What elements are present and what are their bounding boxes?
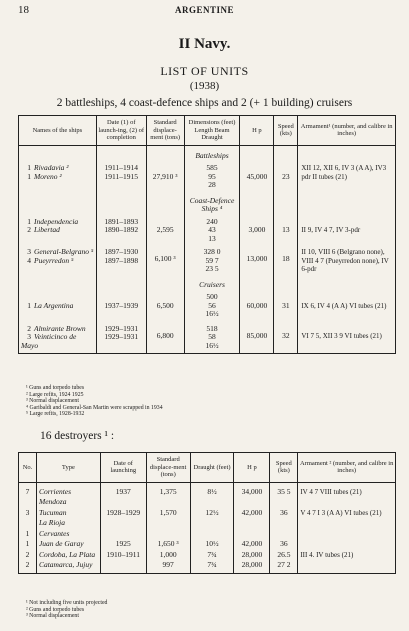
ship-entry: 3 Veinticinco de Mayo	[21, 332, 77, 350]
displacement	[146, 518, 190, 529]
armament: III 4. IV tubes (21)	[298, 550, 396, 561]
col-header-date: Date (1) of launch-ing, (2) of completion	[96, 116, 146, 146]
dim-draught: 16½	[205, 340, 219, 350]
dest-number: 1	[19, 539, 37, 550]
table-row	[19, 518, 396, 529]
launch-date: 1910–1911	[100, 550, 146, 561]
displacement	[146, 529, 190, 540]
speed: 23	[274, 163, 298, 191]
horsepower: 34,000	[234, 482, 270, 497]
ship-entry: 1 Rivadavia ²	[27, 163, 69, 172]
launch-date: 1911–1914	[104, 163, 138, 172]
destroyers-table	[18, 452, 396, 574]
launch-date: 1897–1930	[104, 247, 139, 256]
table-row	[19, 320, 396, 354]
col-header-armament: Armament¹ (number, and calibre in inches)	[298, 116, 396, 146]
dim-length: 500	[206, 292, 218, 301]
page-number: 18	[18, 4, 29, 16]
footnote: ² Large refits, 1924 1925	[26, 391, 84, 398]
footnote: ¹ Not including five units projected	[26, 600, 108, 606]
col-header-displacement: Standard displace-ment (tons)	[146, 116, 184, 146]
launch-date: 1925	[100, 539, 146, 550]
armament: II 9, IV 4 7, IV 3-pdr	[298, 217, 396, 245]
horsepower: 42,000	[234, 508, 270, 519]
dest-type: Juan de Garay	[36, 539, 100, 550]
launch-date	[100, 518, 146, 529]
speed: 35 5	[270, 482, 298, 497]
horsepower: 85,000	[240, 320, 274, 354]
table-row	[19, 482, 396, 497]
speed: 36	[270, 508, 298, 519]
col-header-armament: Armament ² (number, and calibre in inches)	[298, 453, 396, 483]
horsepower: 28,000	[234, 560, 270, 573]
table-row	[19, 550, 396, 561]
col-header-hp: H p	[234, 453, 270, 483]
ship-entry: 2 Almirante Brown	[27, 323, 86, 333]
draught	[190, 518, 234, 529]
armament: II 10, VIII 6 (Belgrano none), VIII 4 7 (Pueyrredon none), IV 6-pdr	[298, 244, 396, 275]
table-row	[19, 217, 396, 245]
dim-length: 240	[206, 216, 218, 226]
dim-length: 585	[206, 163, 218, 172]
footnote: ² Guns and torpedo tubes	[26, 606, 85, 613]
displacement: 6,500	[146, 292, 184, 320]
col-header-displacement: Standard displace-ment (tons)	[146, 453, 190, 483]
launch-date: 1891–1893	[104, 216, 139, 226]
dim-draught: 23 5	[205, 264, 219, 273]
armament	[298, 497, 396, 508]
footnote: ³ Normal displacement	[26, 398, 79, 405]
launch-date	[100, 497, 146, 508]
footnote: ⁵ Large refits, 1928-1932	[26, 411, 85, 418]
horsepower	[234, 529, 270, 540]
launch-date: 1937	[100, 482, 146, 497]
ship-entry: 1 Moreno ²	[27, 171, 62, 181]
launch-date	[100, 529, 146, 540]
destroyers-footnotes	[26, 600, 107, 620]
launch-date: 1911–1915	[104, 171, 138, 181]
table-row	[19, 539, 396, 550]
footnote: ⁴ Garibaldi and General-San Martin were scrapped in 1934	[26, 404, 163, 411]
table-row	[19, 244, 396, 275]
speed: 18	[274, 244, 298, 275]
dest-number: 2	[19, 550, 37, 561]
destroyers-table-header	[19, 453, 396, 483]
launch-date: 1928–1929	[100, 508, 146, 519]
draught: 12½	[190, 508, 234, 519]
fleet-summary: 2 battleships, 4 coast-defence ships and 2 (+ 1 building) cruisers	[56, 97, 353, 109]
dim-beam: 56	[208, 300, 216, 310]
col-header-speed: Speed (kts)	[270, 453, 298, 483]
units-table	[18, 115, 396, 354]
horsepower: 28,000	[234, 550, 270, 561]
armament: V 4 7 I 3 (A A) VI tubes (21)	[298, 508, 396, 519]
table-row	[19, 292, 396, 320]
horsepower	[234, 497, 270, 508]
launch-date: 1929–1931	[104, 323, 139, 333]
draught: 7¾	[190, 550, 234, 561]
horsepower	[234, 518, 270, 529]
ship-entry: 2 Libertad	[27, 225, 60, 234]
group-coast-defence: Coast-Defence Ships ⁴	[184, 191, 240, 217]
col-header-type: Type	[36, 453, 100, 483]
dim-draught: 16½	[205, 309, 219, 318]
ship-entry: 1 Independencia	[27, 216, 79, 226]
armament: IV 4 7 VIII tubes (21)	[298, 482, 396, 497]
dest-number	[19, 518, 37, 529]
dest-number	[19, 497, 37, 508]
horsepower: 60,000	[240, 292, 274, 320]
speed: 31	[274, 292, 298, 320]
dim-draught: 13	[208, 233, 216, 243]
col-header-speed: Speed (kts)	[274, 116, 298, 146]
armament: VI 7 5, XII 3 9 VI tubes (21)	[298, 320, 396, 354]
table-row	[19, 163, 396, 191]
group-battleships: Battleships	[184, 145, 240, 163]
displacement: 997	[146, 560, 190, 573]
speed	[270, 518, 298, 529]
armament	[298, 518, 396, 529]
displacement	[146, 497, 190, 508]
speed: 26.5	[270, 550, 298, 561]
group-cruisers: Cruisers	[184, 275, 240, 293]
dest-type: Cervantes	[36, 529, 100, 540]
displacement: 6,100 ³	[146, 244, 184, 275]
dest-type: La Rioja	[36, 518, 100, 529]
dim-beam: 95	[208, 171, 216, 181]
ship-entry: 4 Pueyrredon ⁵	[27, 255, 74, 265]
armament: XII 12, XII 6, IV 3 (A A), IV3 pdr II tubes (21)	[298, 163, 396, 191]
displacement: 1,650 ³	[146, 539, 190, 550]
launch-date: 1937–1939	[96, 292, 146, 320]
table-row	[19, 497, 396, 508]
displacement: 2,595	[146, 217, 184, 245]
dest-type: Mendoza	[36, 497, 100, 508]
group-heading-row	[19, 191, 396, 217]
col-header-no: No.	[19, 453, 37, 483]
speed: 36	[270, 539, 298, 550]
col-header-draught: Draught (feet)	[190, 453, 234, 483]
displacement: 1,000	[146, 550, 190, 561]
displacement: 1,375	[146, 482, 190, 497]
running-title: ARGENTINE	[174, 5, 234, 15]
dim-length: 518	[206, 323, 218, 333]
ship-entry: 3 General-Belgrano ⁵	[27, 247, 94, 256]
destroyers-title: 16 destroyers ¹ :	[40, 430, 115, 442]
displacement: 1,570	[146, 508, 190, 519]
launch-date	[100, 560, 146, 573]
footnote: ¹ Guns and torpedo tubes	[26, 385, 85, 391]
dim-beam: 43	[208, 225, 216, 234]
armament: IX 6, IV 4 (A A) VI tubes (21)	[298, 292, 396, 320]
col-header-name: Names of the ships	[19, 116, 97, 146]
draught	[190, 497, 234, 508]
table-row	[19, 529, 396, 540]
armament	[298, 560, 396, 573]
dest-number: 3	[19, 508, 37, 519]
group-heading-row	[19, 145, 396, 163]
horsepower: 45,000	[240, 163, 274, 191]
ship-entry: 1 La Argentina	[27, 300, 74, 310]
dest-type: Tucuman	[36, 508, 100, 519]
group-heading-row	[19, 275, 396, 293]
draught	[190, 529, 234, 540]
speed: 27 2	[270, 560, 298, 573]
speed: 13	[274, 217, 298, 245]
horsepower: 3,000	[240, 217, 274, 245]
dim-draught: 28	[208, 180, 216, 189]
horsepower: 13,000	[240, 244, 274, 275]
units-table-header	[19, 116, 396, 146]
dim-length: 328 0	[203, 247, 221, 256]
footnote: ³ Normal displacement	[26, 613, 79, 620]
dest-number: 2	[19, 560, 37, 573]
col-header-dimensions: Dimensions (feet) Length Beam Draught	[184, 116, 240, 146]
launch-date: 1929–1931	[104, 332, 139, 341]
draught: 10½	[190, 539, 234, 550]
dest-number: 1	[19, 529, 37, 540]
launch-date: 1890–1892	[104, 225, 139, 234]
section-title: II Navy.	[178, 36, 231, 52]
dim-beam: 58	[208, 332, 216, 341]
speed	[270, 529, 298, 540]
horsepower: 42,000	[234, 539, 270, 550]
units-footnotes	[26, 385, 163, 418]
speed	[270, 497, 298, 508]
dest-type: Catamarca, Jujuy	[36, 560, 100, 573]
launch-date: 1897–1898	[104, 255, 139, 265]
dest-number: 7	[19, 482, 37, 497]
dim-beam: 59 7	[205, 255, 219, 265]
col-header-hp: H p	[240, 116, 274, 146]
dest-type: Cordoba, La Plata	[36, 550, 100, 561]
armament	[298, 539, 396, 550]
draught: 7¾	[190, 560, 234, 573]
col-header-date: Date of launching	[100, 453, 146, 483]
table-row	[19, 508, 396, 519]
dest-type: Corrientes	[36, 482, 100, 497]
armament	[298, 529, 396, 540]
draught: 8½	[190, 482, 234, 497]
displacement: 27,910 ³	[146, 163, 184, 191]
table-row	[19, 560, 396, 573]
speed: 32	[274, 320, 298, 354]
displacement: 6,800	[146, 320, 184, 354]
list-title: LIST OF UNITS	[160, 64, 249, 78]
list-year: (1938)	[189, 80, 220, 92]
